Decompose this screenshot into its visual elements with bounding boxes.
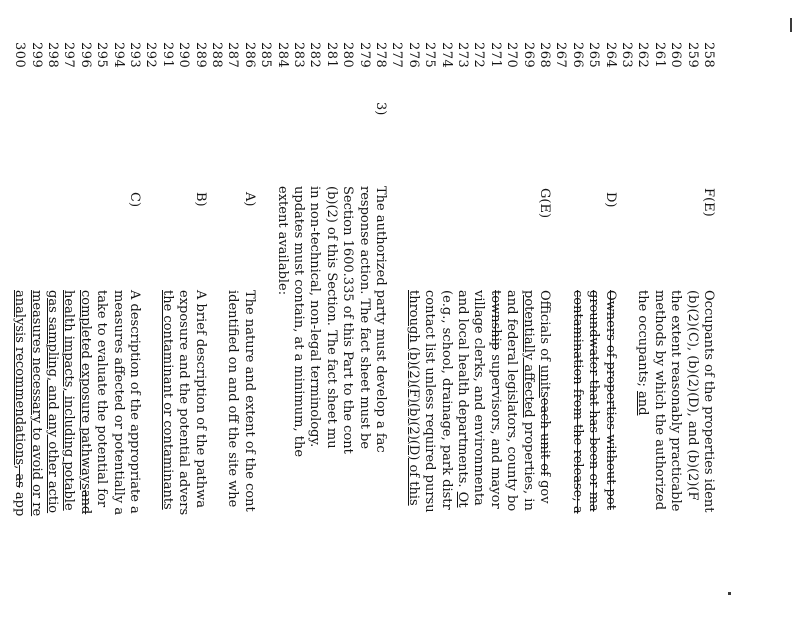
document-line bbox=[126, 42, 142, 618]
line-number: 259 bbox=[684, 42, 700, 69]
inserted-text: gas sampling, and any other actio bbox=[45, 290, 60, 514]
line-number: 288 bbox=[209, 42, 224, 69]
document-line bbox=[44, 42, 60, 618]
line-number: 295 bbox=[94, 42, 110, 69]
document-line bbox=[28, 42, 44, 618]
document-line bbox=[241, 42, 257, 618]
line-text bbox=[192, 290, 208, 508]
struck-text: each unit of bbox=[537, 397, 552, 476]
text-run: in non-technical, non-legal terminology. bbox=[307, 186, 323, 448]
document-page bbox=[12, 42, 716, 618]
line-number: 263 bbox=[619, 42, 634, 69]
text-run: supervisors, and mayor bbox=[487, 350, 503, 509]
line-text bbox=[93, 290, 109, 507]
line-text bbox=[356, 186, 372, 449]
document-line bbox=[372, 42, 388, 618]
line-text bbox=[503, 290, 519, 511]
document-line bbox=[520, 42, 536, 618]
document-line bbox=[274, 42, 290, 618]
document-line bbox=[421, 42, 437, 618]
text-run: Section 1600.335 of this Part to the cont bbox=[340, 186, 356, 454]
document-line bbox=[257, 42, 273, 618]
text-run: gov bbox=[537, 475, 552, 504]
document-line bbox=[192, 42, 208, 618]
document-line bbox=[11, 42, 27, 618]
line-text bbox=[159, 290, 175, 510]
line-text bbox=[438, 290, 454, 510]
text-run: and federal legislators, county bo bbox=[504, 290, 520, 512]
line-text bbox=[290, 186, 306, 457]
line-number: 293 bbox=[127, 42, 142, 69]
line-number: 289 bbox=[192, 42, 208, 69]
line-text bbox=[224, 290, 240, 507]
line-number: 300 bbox=[12, 42, 28, 69]
text-run: (b)(2)(C), (b)(2)(D), and (b)(2)(F bbox=[684, 290, 700, 501]
line-text bbox=[44, 290, 60, 513]
line-number: 266 bbox=[569, 42, 585, 69]
document-line bbox=[142, 42, 158, 618]
line-number: 285 bbox=[258, 42, 274, 69]
struck-text: contamination from the release; a bbox=[569, 290, 585, 514]
document-line bbox=[618, 42, 634, 618]
line-text bbox=[323, 186, 339, 449]
line-text bbox=[667, 290, 683, 511]
text-run: methods by which the authorized bbox=[651, 290, 667, 511]
document-line bbox=[93, 42, 109, 618]
line-text bbox=[421, 290, 437, 513]
scan-edge-mark bbox=[790, 18, 792, 32]
text-run: (e.g., school, drainage, park distr bbox=[438, 290, 454, 510]
text-run: response action. The fact sheet must be bbox=[356, 186, 372, 450]
text-run: and local health departments. bbox=[455, 290, 470, 492]
line-number: 294 bbox=[110, 42, 126, 69]
line-number: 269 bbox=[520, 42, 536, 69]
line-number: 287 bbox=[225, 42, 241, 69]
text-run: Occupants of the properties ident bbox=[701, 290, 716, 513]
document-line bbox=[700, 42, 716, 618]
document-line bbox=[159, 42, 175, 618]
document-line bbox=[634, 42, 650, 618]
line-number: 260 bbox=[668, 42, 684, 69]
clause-label: 3) bbox=[373, 102, 388, 116]
document-line bbox=[60, 42, 76, 618]
line-text bbox=[454, 290, 470, 508]
line-number: 262 bbox=[635, 42, 651, 69]
document-line bbox=[569, 42, 585, 618]
scan-edge-mark bbox=[728, 592, 731, 595]
document-line bbox=[454, 42, 470, 618]
text-run: (b)(2) of this Section. The fact sheet mu bbox=[323, 186, 339, 449]
line-text bbox=[11, 290, 27, 516]
line-number: 291 bbox=[159, 42, 175, 69]
line-text bbox=[684, 290, 700, 501]
text-run: A description of the appropriate a bbox=[127, 290, 142, 514]
document-line bbox=[602, 42, 618, 618]
line-number: 278 bbox=[373, 42, 388, 69]
document-line bbox=[552, 42, 568, 618]
line-number: 265 bbox=[586, 42, 602, 69]
clause-label: A) bbox=[241, 192, 257, 207]
line-number: 264 bbox=[602, 42, 618, 69]
inserted-text: potentially affected bbox=[520, 290, 536, 418]
text-run: properties, in bbox=[520, 417, 536, 511]
line-text bbox=[175, 290, 191, 515]
line-text bbox=[77, 290, 93, 514]
struck-text: groundwater that has been or ma bbox=[586, 290, 602, 512]
line-number: 281 bbox=[323, 42, 339, 69]
line-number: 277 bbox=[389, 42, 405, 69]
document-line bbox=[224, 42, 240, 618]
line-number: 270 bbox=[504, 42, 520, 69]
text-run: The authorized party must develop a fac bbox=[373, 186, 388, 453]
text-run: identified on and off the site whe bbox=[225, 290, 241, 508]
line-number: 286 bbox=[241, 42, 257, 69]
document-line bbox=[175, 42, 191, 618]
line-number: 275 bbox=[422, 42, 438, 69]
line-text bbox=[306, 186, 322, 447]
clause-label: F(E) bbox=[701, 188, 716, 217]
text-run: contact list unless required pursu bbox=[422, 290, 438, 513]
inserted-text: health impacts, including potable bbox=[61, 290, 77, 511]
line-number: 279 bbox=[356, 42, 372, 69]
line-number: 298 bbox=[45, 42, 60, 69]
text-run: app bbox=[12, 487, 28, 517]
text-run: Officials of bbox=[537, 290, 552, 365]
line-text bbox=[110, 290, 126, 515]
inserted-text: the contaminant or contaminants bbox=[159, 290, 175, 510]
line-number: 274 bbox=[438, 42, 454, 69]
line-number: 280 bbox=[340, 42, 356, 69]
text-run: the occupants; bbox=[635, 290, 651, 392]
inserted-text: and bbox=[635, 391, 651, 416]
line-number: 276 bbox=[405, 42, 421, 69]
document-line bbox=[651, 42, 667, 618]
document-line bbox=[388, 42, 404, 618]
line-text bbox=[585, 290, 601, 512]
line-number: 283 bbox=[291, 42, 306, 69]
document-line bbox=[667, 42, 683, 618]
line-number: 267 bbox=[553, 42, 569, 69]
line-text bbox=[126, 290, 142, 514]
line-number: 292 bbox=[143, 42, 159, 69]
inserted-text: Ot bbox=[455, 491, 470, 508]
text-run: measures affected or potentially a bbox=[110, 290, 126, 516]
text-run: updates must contain, at a minimum, the bbox=[291, 186, 306, 458]
line-number: 268 bbox=[537, 42, 552, 69]
document-line bbox=[470, 42, 486, 618]
document-line bbox=[405, 42, 421, 618]
line-number: 299 bbox=[28, 42, 44, 69]
text-run: the extent reasonably practicable bbox=[668, 290, 684, 512]
line-number: 271 bbox=[487, 42, 503, 69]
line-text bbox=[405, 290, 421, 506]
document-line bbox=[77, 42, 93, 618]
line-text bbox=[520, 290, 536, 511]
line-number: 290 bbox=[176, 42, 192, 69]
line-text bbox=[241, 290, 257, 512]
line-text bbox=[274, 186, 290, 295]
line-number: 284 bbox=[274, 42, 290, 69]
line-text bbox=[60, 290, 76, 511]
clause-label: B) bbox=[192, 192, 208, 207]
clause-label: C) bbox=[127, 192, 142, 208]
line-text bbox=[569, 290, 585, 514]
line-number: 258 bbox=[701, 42, 716, 69]
text-run: village clerks, and environmenta bbox=[471, 290, 487, 506]
text-run: The nature and extent of the cont bbox=[241, 290, 257, 512]
struck-text: Owners of properties without pot bbox=[602, 290, 618, 510]
line-text bbox=[28, 290, 44, 516]
line-text bbox=[372, 186, 388, 453]
line-number: 261 bbox=[651, 42, 667, 69]
line-text bbox=[536, 290, 552, 504]
document-line bbox=[438, 42, 454, 618]
inserted-text: measures necessary to avoid or re bbox=[28, 290, 44, 517]
document-line bbox=[536, 42, 552, 618]
line-text bbox=[634, 290, 650, 416]
line-number: 272 bbox=[471, 42, 487, 69]
line-text bbox=[470, 290, 486, 506]
document-line bbox=[306, 42, 322, 618]
line-text bbox=[700, 290, 716, 513]
text-run: extent available: bbox=[274, 186, 290, 296]
clause-label: D) bbox=[602, 192, 618, 208]
document-line bbox=[110, 42, 126, 618]
struck-text: and bbox=[77, 489, 93, 515]
struck-text: , as bbox=[12, 465, 28, 488]
line-text bbox=[487, 290, 503, 509]
document-line bbox=[503, 42, 519, 618]
inserted-text: through (b)(2)(F)(b)(2)(D) of this bbox=[405, 290, 421, 506]
line-number: 273 bbox=[455, 42, 470, 69]
document-line bbox=[585, 42, 601, 618]
line-number: 297 bbox=[61, 42, 77, 69]
document-line bbox=[339, 42, 355, 618]
text-run: take to evaluate the potential for bbox=[94, 290, 110, 508]
line-number: 282 bbox=[307, 42, 323, 69]
document-line bbox=[487, 42, 503, 618]
text-run: A brief description of the pathwa bbox=[192, 290, 208, 508]
inserted-text: completed exposure pathways bbox=[77, 290, 93, 490]
line-text bbox=[602, 290, 618, 510]
inserted-text: units bbox=[537, 364, 552, 398]
text-run: exposure and the potential advers bbox=[176, 290, 192, 516]
inserted-text: analysis recommendations bbox=[12, 290, 28, 466]
document-line bbox=[356, 42, 372, 618]
document-line bbox=[323, 42, 339, 618]
line-text bbox=[651, 290, 667, 510]
line-text bbox=[339, 186, 355, 454]
struck-text: township bbox=[487, 290, 503, 351]
line-number: 296 bbox=[77, 42, 93, 69]
clause-label: G(E) bbox=[537, 188, 552, 219]
document-line bbox=[684, 42, 700, 618]
document-line bbox=[208, 42, 224, 618]
document-line bbox=[290, 42, 306, 618]
